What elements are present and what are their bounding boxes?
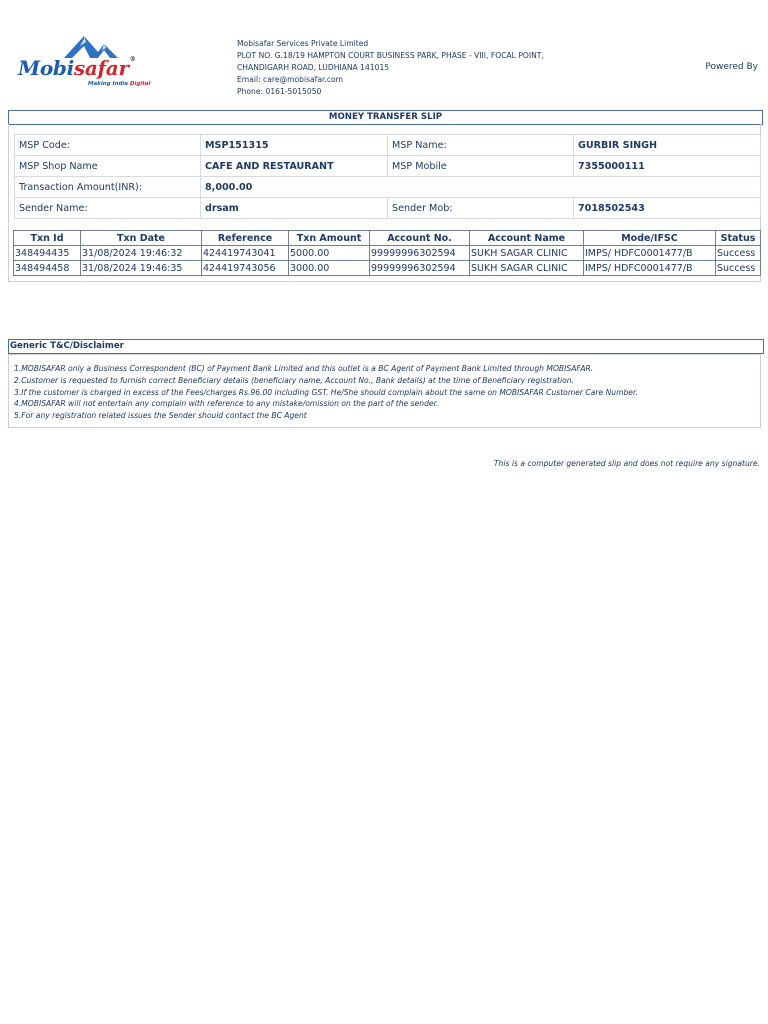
txn-amount-cell: 3000.00: [289, 261, 370, 276]
info-row: [15, 135, 761, 156]
column-header-account-no: Account No.: [370, 231, 470, 246]
info-row: [15, 198, 761, 219]
column-header-account-name: Account Name: [470, 231, 584, 246]
company-address-line1: PLOT NO. G.18/19 HAMPTON COURT BUSINESS PARK, PHASE - VIII, FOCAL POINT,: [237, 51, 544, 60]
account-no-cell: 99999996302594: [370, 261, 470, 276]
sender-name-label: Sender Name:: [15, 198, 201, 219]
disclaimer-item: 5.For any registration related issues the Sender should contact the BC Agent: [14, 411, 307, 421]
powered-by-label: Powered By: [705, 62, 758, 72]
column-header-reference: Reference: [202, 231, 289, 246]
account-no-cell: 99999996302594: [370, 246, 470, 261]
msp-code-label: MSP Code:: [15, 135, 201, 156]
info-row: [15, 156, 761, 177]
slip-title: MONEY TRANSFER SLIP: [8, 110, 763, 125]
transactions-table: [13, 230, 761, 276]
sender-mob-value: 7018502543: [574, 198, 761, 219]
company-address-line2: CHANDIGARH ROAD, LUDHIANA 141015: [237, 63, 390, 72]
disclaimer-item: 3.If the customer is charged in excess of the Fees/charges Rs.96.00 including GST. He/She should complain about the same on MOBISAFAR Customer Care Number.: [14, 387, 638, 397]
logo-tagline: [88, 81, 150, 87]
company-name: Mobisafar Services Private Limited: [237, 39, 369, 48]
msp-name-value: GURBIR SINGH: [574, 135, 761, 156]
sender-mob-label: Sender Mob:: [388, 198, 574, 219]
company-email: Email: care@mobisafar.com: [237, 75, 344, 84]
table-row: [14, 246, 761, 261]
disclaimer-title: Generic T&C/Disclaimer: [8, 339, 764, 354]
disclaimer-item: 4.MOBISAFAR will not entertain any complain with reference to any mistake/omission on the part of the sender.: [14, 399, 439, 409]
tagline-part1: Making India: [88, 81, 130, 87]
mode-ifsc-cell: IMPS/ HDFC0001477/B: [584, 261, 716, 276]
disclaimer-item: 1.MOBISAFAR only a Business Correspondent (BC) of Payment Bank Limited and this outlet is a BC Agent of Payment Bank Limited through MOBISAFAR.: [14, 364, 594, 373]
registered-mark: ®: [129, 56, 136, 63]
msp-name-label: MSP Name:: [388, 135, 574, 156]
company-details: [237, 38, 544, 98]
status-cell: Success: [716, 261, 761, 276]
amount-value: 8,000.00: [201, 177, 761, 198]
account-name-cell: SUKH SAGAR CLINIC: [470, 261, 584, 276]
account-name-cell: SUKH SAGAR CLINIC: [470, 246, 584, 261]
msp-mobile-label: MSP Mobile: [388, 156, 574, 177]
logo-part-mobi: Mobi: [18, 56, 74, 80]
reference-cell: 424419743041: [202, 246, 289, 261]
sender-name-value: drsam: [201, 198, 388, 219]
status-cell: Success: [716, 246, 761, 261]
mode-ifsc-cell: IMPS/ HDFC0001477/B: [584, 246, 716, 261]
company-phone: Phone: 0161-5015050: [237, 87, 322, 96]
table-header-row: [14, 231, 761, 246]
table-row: [14, 261, 761, 276]
logo-wordmark: [18, 56, 135, 80]
disclaimer-list: [14, 363, 754, 422]
computer-generated-note: This is a computer generated slip and does not require any signature.: [493, 459, 760, 468]
disclaimer-item: 2.Customer is requested to furnish correct Beneficiary details (beneficiary name, Account No., Bank details) at the time of Beneficiary registration.: [14, 375, 574, 385]
txn-date-cell: 31/08/2024 19:46:35: [81, 261, 202, 276]
txn-id-cell: 348494435: [14, 246, 81, 261]
column-header-txn-id: Txn Id: [14, 231, 81, 246]
txn-id-cell: 348494458: [14, 261, 81, 276]
msp-info-table: [14, 134, 761, 219]
column-header-txn-date: Txn Date: [81, 231, 202, 246]
info-row: [15, 177, 761, 198]
mobisafar-logo: [14, 30, 174, 92]
column-header-status: Status: [716, 231, 761, 246]
tagline-part2: Digital: [129, 81, 151, 87]
reference-cell: 424419743056: [202, 261, 289, 276]
column-header-txn-amount: Txn Amount: [289, 231, 370, 246]
column-header-mode-ifsc: Mode/IFSC: [584, 231, 716, 246]
shop-name-label: MSP Shop Name: [15, 156, 201, 177]
shop-name-value: CAFE AND RESTAURANT: [201, 156, 388, 177]
amount-label: Transaction Amount(INR):: [15, 177, 201, 198]
txn-date-cell: 31/08/2024 19:46:32: [81, 246, 202, 261]
msp-code-value: MSP151315: [201, 135, 388, 156]
logo-part-safar: safar: [73, 56, 129, 80]
txn-amount-cell: 5000.00: [289, 246, 370, 261]
msp-mobile-value: 7355000111: [574, 156, 761, 177]
